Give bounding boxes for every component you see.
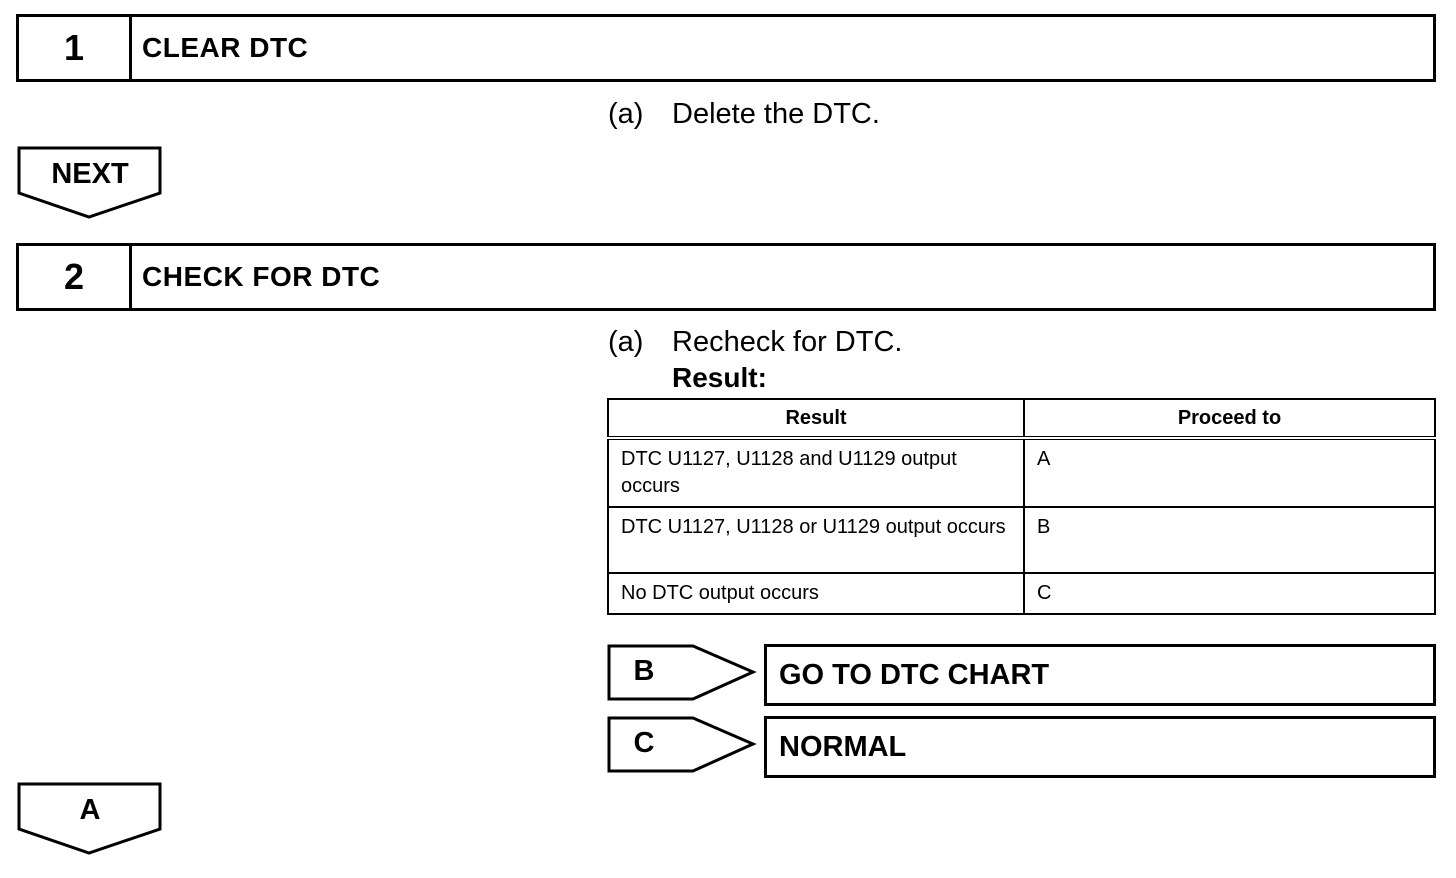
- instruction-text: Delete the DTC.: [672, 98, 880, 130]
- result-table: [607, 398, 1436, 615]
- step-1-header: [16, 14, 1436, 82]
- a-button-label: A: [79, 794, 101, 826]
- branch-b-button[interactable]: [607, 644, 757, 702]
- branch-b-destination[interactable]: GO TO DTC CHART: [764, 644, 1436, 706]
- instruction-label: (a): [608, 98, 644, 130]
- step-title: CLEAR DTC: [142, 32, 309, 63]
- table-cell-result: No DTC output occurs: [608, 573, 1024, 614]
- result-label: Result:: [672, 362, 767, 393]
- a-button[interactable]: [17, 782, 163, 856]
- step-title: CHECK FOR DTC: [142, 261, 381, 292]
- table-cell-proceed: C: [1024, 573, 1435, 614]
- step-number: 2: [19, 246, 132, 308]
- table-row: [608, 507, 1435, 573]
- table-cell-result: DTC U1127, U1128 and U1129 output occurs: [608, 438, 1024, 507]
- next-button[interactable]: [17, 146, 163, 220]
- branch-code: C: [633, 727, 655, 759]
- branch-c-destination[interactable]: NORMAL: [764, 716, 1436, 778]
- header-proceed-to: Proceed to: [1024, 399, 1435, 438]
- table-header-row: [608, 399, 1435, 438]
- header-result: Result: [608, 399, 1024, 438]
- step-1-instruction: [608, 98, 880, 131]
- table-row: [608, 438, 1435, 507]
- branch-code: B: [633, 655, 655, 687]
- next-button-label: NEXT: [51, 158, 129, 190]
- table-cell-proceed: A: [1024, 438, 1435, 507]
- instruction-text: Recheck for DTC.: [672, 326, 903, 358]
- step-2-instruction: [608, 326, 902, 359]
- step-2-header: [16, 243, 1436, 311]
- table-row: [608, 573, 1435, 614]
- branch-c-button[interactable]: [607, 716, 757, 774]
- table-cell-result: DTC U1127, U1128 or U1129 output occurs: [608, 507, 1024, 573]
- table-cell-proceed: B: [1024, 507, 1435, 573]
- step-number: 1: [19, 17, 132, 79]
- instruction-label: (a): [608, 326, 644, 358]
